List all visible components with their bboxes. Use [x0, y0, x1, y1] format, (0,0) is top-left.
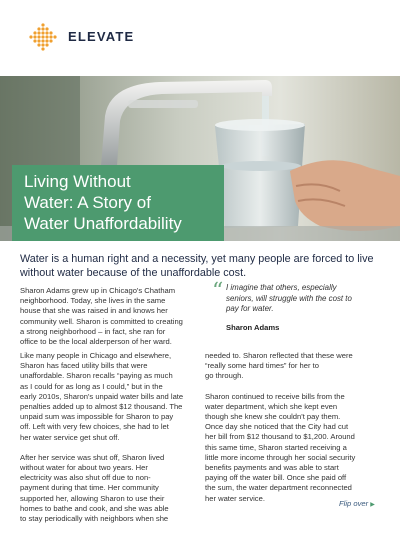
- quote-line: pay for water.: [226, 304, 274, 314]
- title-line-3: Water Unaffordability: [24, 214, 182, 233]
- text-line: benefits payments and was able to start: [205, 463, 339, 473]
- text-line: without water for about two years. Her: [20, 463, 148, 473]
- title-line-2: Water: A Story of: [24, 193, 151, 212]
- text-line: to stay periodically with neighbors when she: [20, 514, 169, 524]
- text-line: unpaid sum was impossible for Sharon to pay: [20, 412, 174, 422]
- text-line: neighborhood. Today, she lives in the same: [20, 296, 166, 306]
- text-line: her water service get shut off.: [20, 432, 120, 442]
- text-line: payment during that time. Her community: [20, 483, 159, 493]
- right-column: [205, 351, 390, 514]
- paragraph: [20, 453, 208, 524]
- text-line: house that she was raised in and knows her: [20, 306, 168, 316]
- text-line: the sum, the water department reconnected: [205, 483, 352, 493]
- text-line: her bill from $12 thousand to $1,200. Around: [205, 432, 355, 442]
- text-line: supported her, allowing Sharon to use their: [20, 493, 165, 503]
- page-header: [0, 0, 400, 76]
- paragraph: [205, 392, 390, 504]
- text-line: this same time, Sharon started receiving a: [205, 442, 347, 452]
- text-line: as I could for as long as I could,” but in the: [20, 381, 163, 391]
- text-line: Sharon continued to receive bills from the: [205, 391, 345, 401]
- text-line: office to be the local alderperson of her ward.: [20, 337, 172, 347]
- text-line: her water service.: [205, 493, 265, 503]
- text-line: off. Left with very few choices, she had to let: [20, 422, 169, 432]
- brand-name: ELEVATE: [68, 29, 135, 44]
- left-column: [20, 351, 208, 534]
- text-line: Like many people in Chicago and elsewhere,: [20, 351, 172, 360]
- quote-text: [226, 283, 386, 315]
- dot-grid-diamond-icon: [26, 22, 60, 52]
- text-line: little more income through her social security: [205, 452, 356, 462]
- text-line: Sharon has faced utility bills that were: [20, 361, 148, 371]
- article-title: [12, 165, 224, 241]
- paragraph: [205, 351, 390, 382]
- text-line: go through.: [205, 371, 244, 381]
- paragraph: [20, 351, 208, 443]
- text-line: early 2010s, Sharon's unpaid water bills and late: [20, 391, 184, 401]
- text-line: a strong neighborhood – in fact, she ran for: [20, 326, 166, 336]
- text-line: paying off the water bill. Once she paid off: [205, 473, 347, 483]
- text-line: penalties added up to almost $12 thousand. The: [20, 402, 183, 412]
- intro-paragraph: [20, 286, 208, 347]
- text-line: After her service was shut off, Sharon lived: [20, 452, 165, 462]
- quote-line: I imagine that others, especially: [226, 283, 337, 292]
- quote-mark-icon: “: [212, 279, 224, 304]
- text-line: “really some hard times” for her to: [205, 361, 319, 371]
- text-line: unaffordable. Sharon recalls “paying as much: [20, 371, 173, 381]
- text-line: Once day she noticed that the City had cut: [205, 422, 349, 432]
- quote-author: Sharon Adams: [226, 323, 280, 332]
- title-line-1: Living Without: [24, 172, 131, 191]
- text-line: Sharon Adams grew up in Chicago's Chatham: [20, 286, 176, 295]
- text-line: needed to. Sharon reflected that these were: [205, 351, 353, 360]
- text-line: electricity was also shut off due to non-: [20, 473, 151, 483]
- flip-over-label: Flip over: [339, 499, 369, 508]
- text-line: community well. Sharon is committed to creating: [20, 316, 183, 326]
- quote-line: seniors, will struggle with the cost to: [226, 293, 352, 303]
- text-line: homes to bathe and cook, and she was able: [20, 503, 169, 513]
- lead-paragraph: Water is a human right and a necessity, yet many people are forced to live without water because of the unaffordable cost.: [20, 253, 374, 279]
- text-line: though she knew she couldn't pay them.: [205, 412, 341, 422]
- arrow-right-icon: ▶: [370, 502, 375, 508]
- text-line: water department, which she kept even: [205, 401, 338, 411]
- flip-over-link[interactable]: [339, 499, 375, 508]
